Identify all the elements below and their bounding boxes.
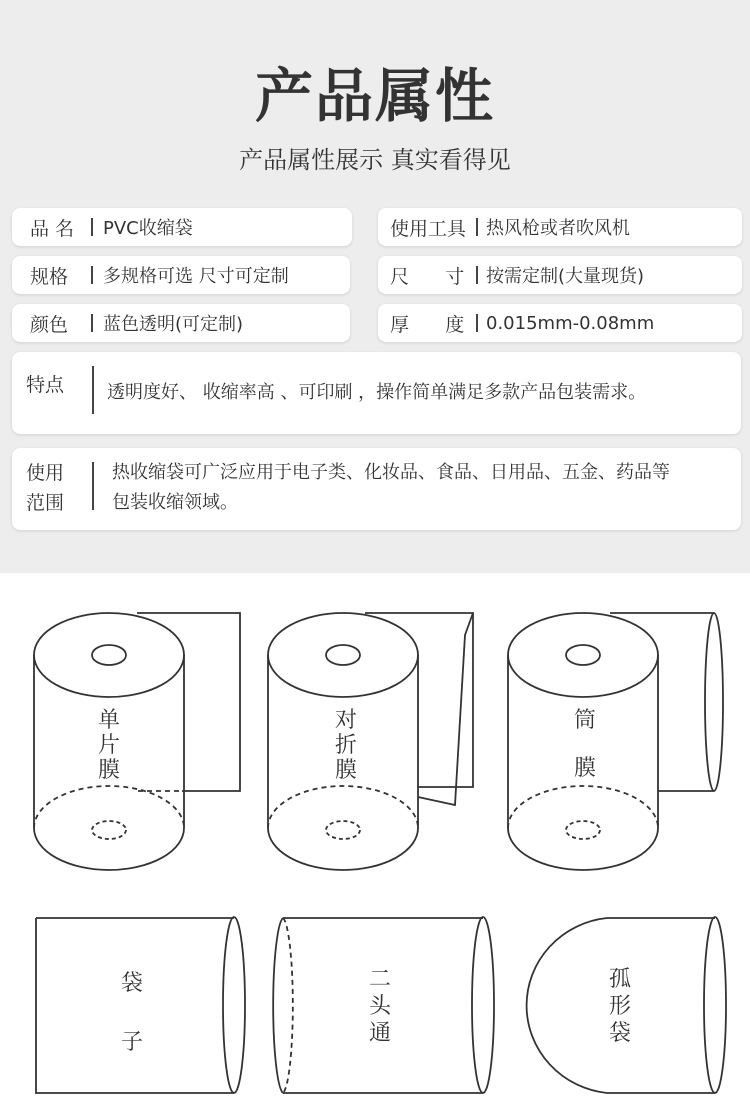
divider [92,366,94,414]
attr-card-name [12,208,352,246]
usage-card [12,448,741,530]
usage-label-line: 范围 [26,492,65,514]
usage-label-line: 使用 [26,462,65,484]
attr-value: 0.015mm-0.08mm [486,312,655,334]
divider [91,266,93,284]
label-char: 单 [97,708,121,733]
attr-label: 规格 [30,265,69,288]
attr-value: 按需定制(大量现货) [486,266,645,287]
single-film-roll [34,613,240,870]
attr-card-thickness [378,304,742,342]
attr-card-size [378,256,742,294]
divider [91,218,93,236]
divider [91,314,93,332]
label-char: 对 [334,708,358,733]
attr-value: 热风枪或者吹风机 [486,218,630,239]
bag-shape [36,917,245,1093]
label-char: 孤 [608,967,632,992]
label-char: 膜 [334,758,358,783]
label-char: 形 [608,994,632,1019]
label-char: 二 [368,967,392,992]
attr-value: 蓝色透明(可定制) [103,314,244,335]
usage-value-line: 包装收缩领域。 [112,492,238,513]
divider [476,218,478,236]
label-char: 折 [334,733,358,758]
features-value: 透明度好、 收缩率高 、可印刷 ，操作简单满足多款产品包装需求。 [107,382,647,403]
tube-film-roll [508,613,723,870]
label-char: 片 [97,733,121,758]
label-char: 子 [120,1030,144,1055]
features-card [12,352,741,434]
page-title: 产品属性 [254,62,495,130]
attr-card-color [12,304,350,342]
film-types-diagram [0,573,750,1108]
usage-value [112,458,670,518]
label-char: 袋 [608,1021,632,1046]
features-label: 特点 [26,374,65,396]
divider [476,314,478,332]
divider [92,462,94,510]
label-char: 筒 [573,708,597,733]
attr-label: 使用工具 [390,217,467,240]
usage-label [26,458,64,518]
attr-label: 厚 度 [390,313,465,336]
divider [476,266,478,284]
label-char: 通 [368,1021,392,1046]
usage-value-line: 热收缩袋可广泛应用于电子类、化妆品、食品、日用品、五金、药品等 [112,462,670,483]
page-subtitle: 产品属性展示 真实看得见 [239,146,511,174]
label-char: 膜 [573,756,597,781]
attr-value: PVC收缩袋 [103,218,193,239]
attr-label: 颜色 [30,313,69,336]
folded-film-roll [268,613,473,870]
film-type-labels [98,708,631,1055]
attr-card-tool [378,208,742,246]
label-char: 袋 [120,971,144,996]
attr-label: 品 名 [30,217,75,240]
label-char: 头 [368,994,392,1019]
attr-value: 多规格可选 尺寸可定制 [103,266,289,287]
attr-label: 尺 寸 [390,265,465,288]
label-char: 膜 [97,758,121,783]
attr-card-spec [12,256,350,294]
